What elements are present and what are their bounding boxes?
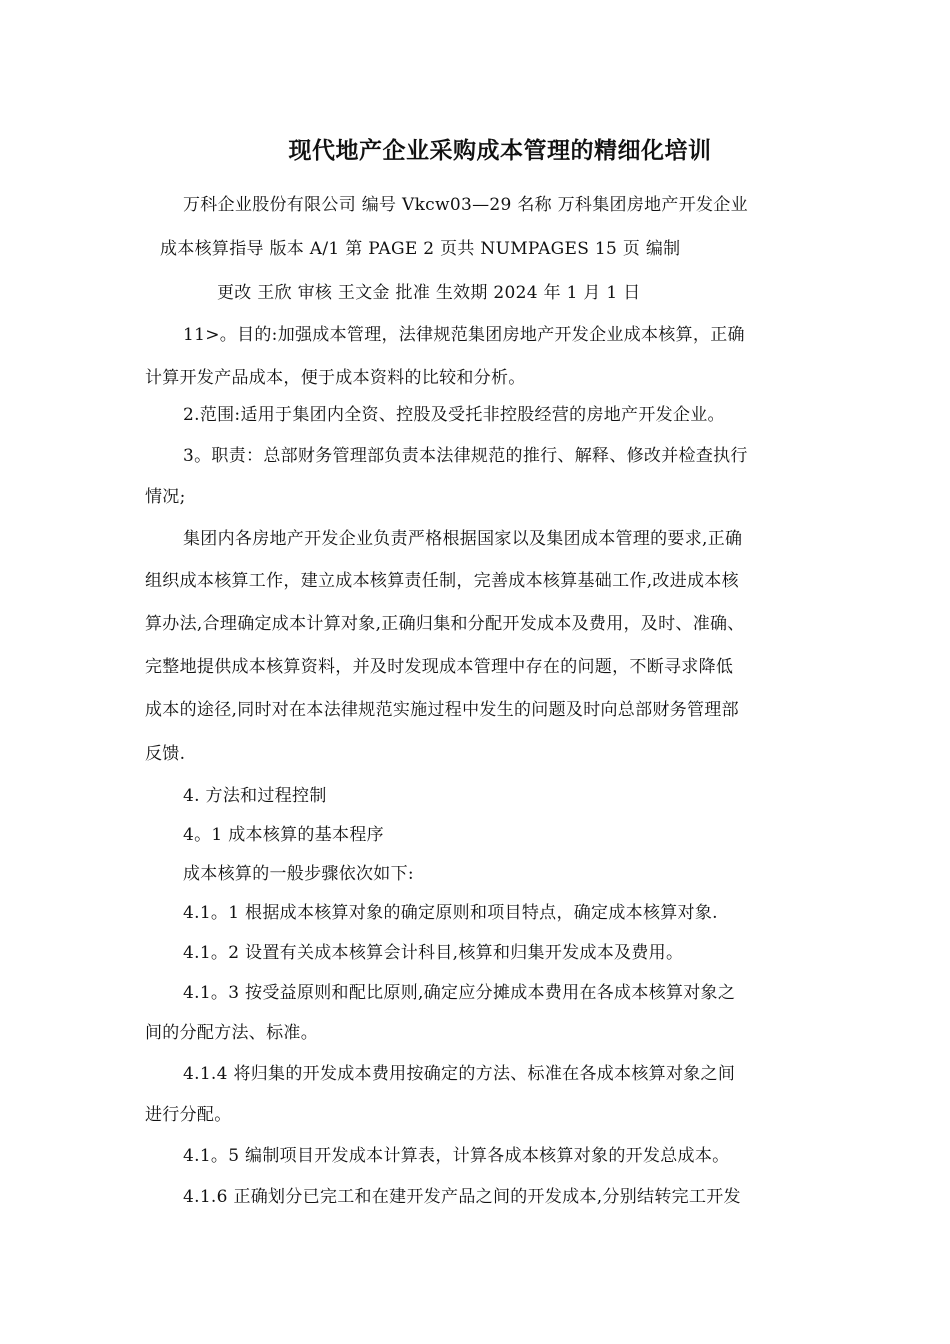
list-item: 4.1。1 根据成本核算对象的确定原则和项目特点，确定成本核算对象.	[183, 903, 718, 923]
paragraph-line: 集团内各房地产开发企业负责严格根据国家以及集团成本管理的要求,正确	[183, 529, 743, 549]
list-item: 4.1.4 将归集的开发成本费用按确定的方法、标准在各成本核算对象之间	[183, 1064, 736, 1084]
paragraph-line: 11>。目的:加强成本管理，法律规范集团房地产开发企业成本核算，正确	[183, 325, 745, 345]
list-item: 4.1。5 编制项目开发成本计算表，计算各成本核算对象的开发总成本。	[183, 1146, 730, 1166]
section-heading: 4。1 成本核算的基本程序	[183, 825, 384, 845]
document-title: 现代地产企业采购成本管理的精细化培训	[288, 137, 712, 164]
paragraph-line: 算办法,合理确定成本计算对象,正确归集和分配开发成本及费用，及时、准确、	[145, 614, 745, 634]
paragraph-line: 2.范围:适用于集团内全资、控股及受托非控股经营的房地产开发企业。	[183, 405, 725, 425]
paragraph-line: 计算开发产品成本，便于成本资料的比较和分析。	[145, 368, 526, 388]
list-item-continuation: 间的分配方法、标准。	[145, 1023, 318, 1043]
paragraph-line: 反馈.	[145, 744, 186, 764]
paragraph-line: 完整地提供成本核算资料，并及时发现成本管理中存在的问题，不断寻求降低	[145, 657, 734, 677]
doc-header-line-1: 万科企业股份有限公司 编号 Vkcw03—29 名称 万科集团房地产开发企业	[183, 195, 748, 215]
paragraph-line: 组织成本核算工作，建立成本核算责任制，完善成本核算基础工作,改进成本核	[145, 571, 739, 591]
paragraph-line: 成本的途径,同时对在本法律规范实施过程中发生的问题及时向总部财务管理部	[145, 700, 739, 720]
section-heading: 4. 方法和过程控制	[183, 786, 327, 806]
list-item: 4.1。3 按受益原则和配比原则,确定应分摊成本费用在各成本核算对象之	[183, 983, 736, 1003]
paragraph-line: 情况;	[145, 487, 186, 507]
list-item-continuation: 进行分配。	[145, 1105, 232, 1125]
paragraph-line: 3。职责：总部财务管理部负责本法律规范的推行、解释、修改并检查执行	[183, 446, 748, 466]
doc-header-line-2: 成本核算指导 版本 A/1 第 PAGE 2 页共 NUMPAGES 15 页 编制	[160, 239, 681, 259]
list-item: 4.1。2 设置有关成本核算会计科目,核算和归集开发成本及费用。	[183, 943, 684, 963]
doc-header-line-3: 更改 王欣 审核 王文金 批准 生效期 2024 年 1 月 1 日	[217, 283, 641, 303]
paragraph-line: 成本核算的一般步骤依次如下:	[183, 864, 414, 884]
list-item: 4.1.6 正确划分已完工和在建开发产品之间的开发成本,分别结转完工开发	[183, 1187, 741, 1207]
